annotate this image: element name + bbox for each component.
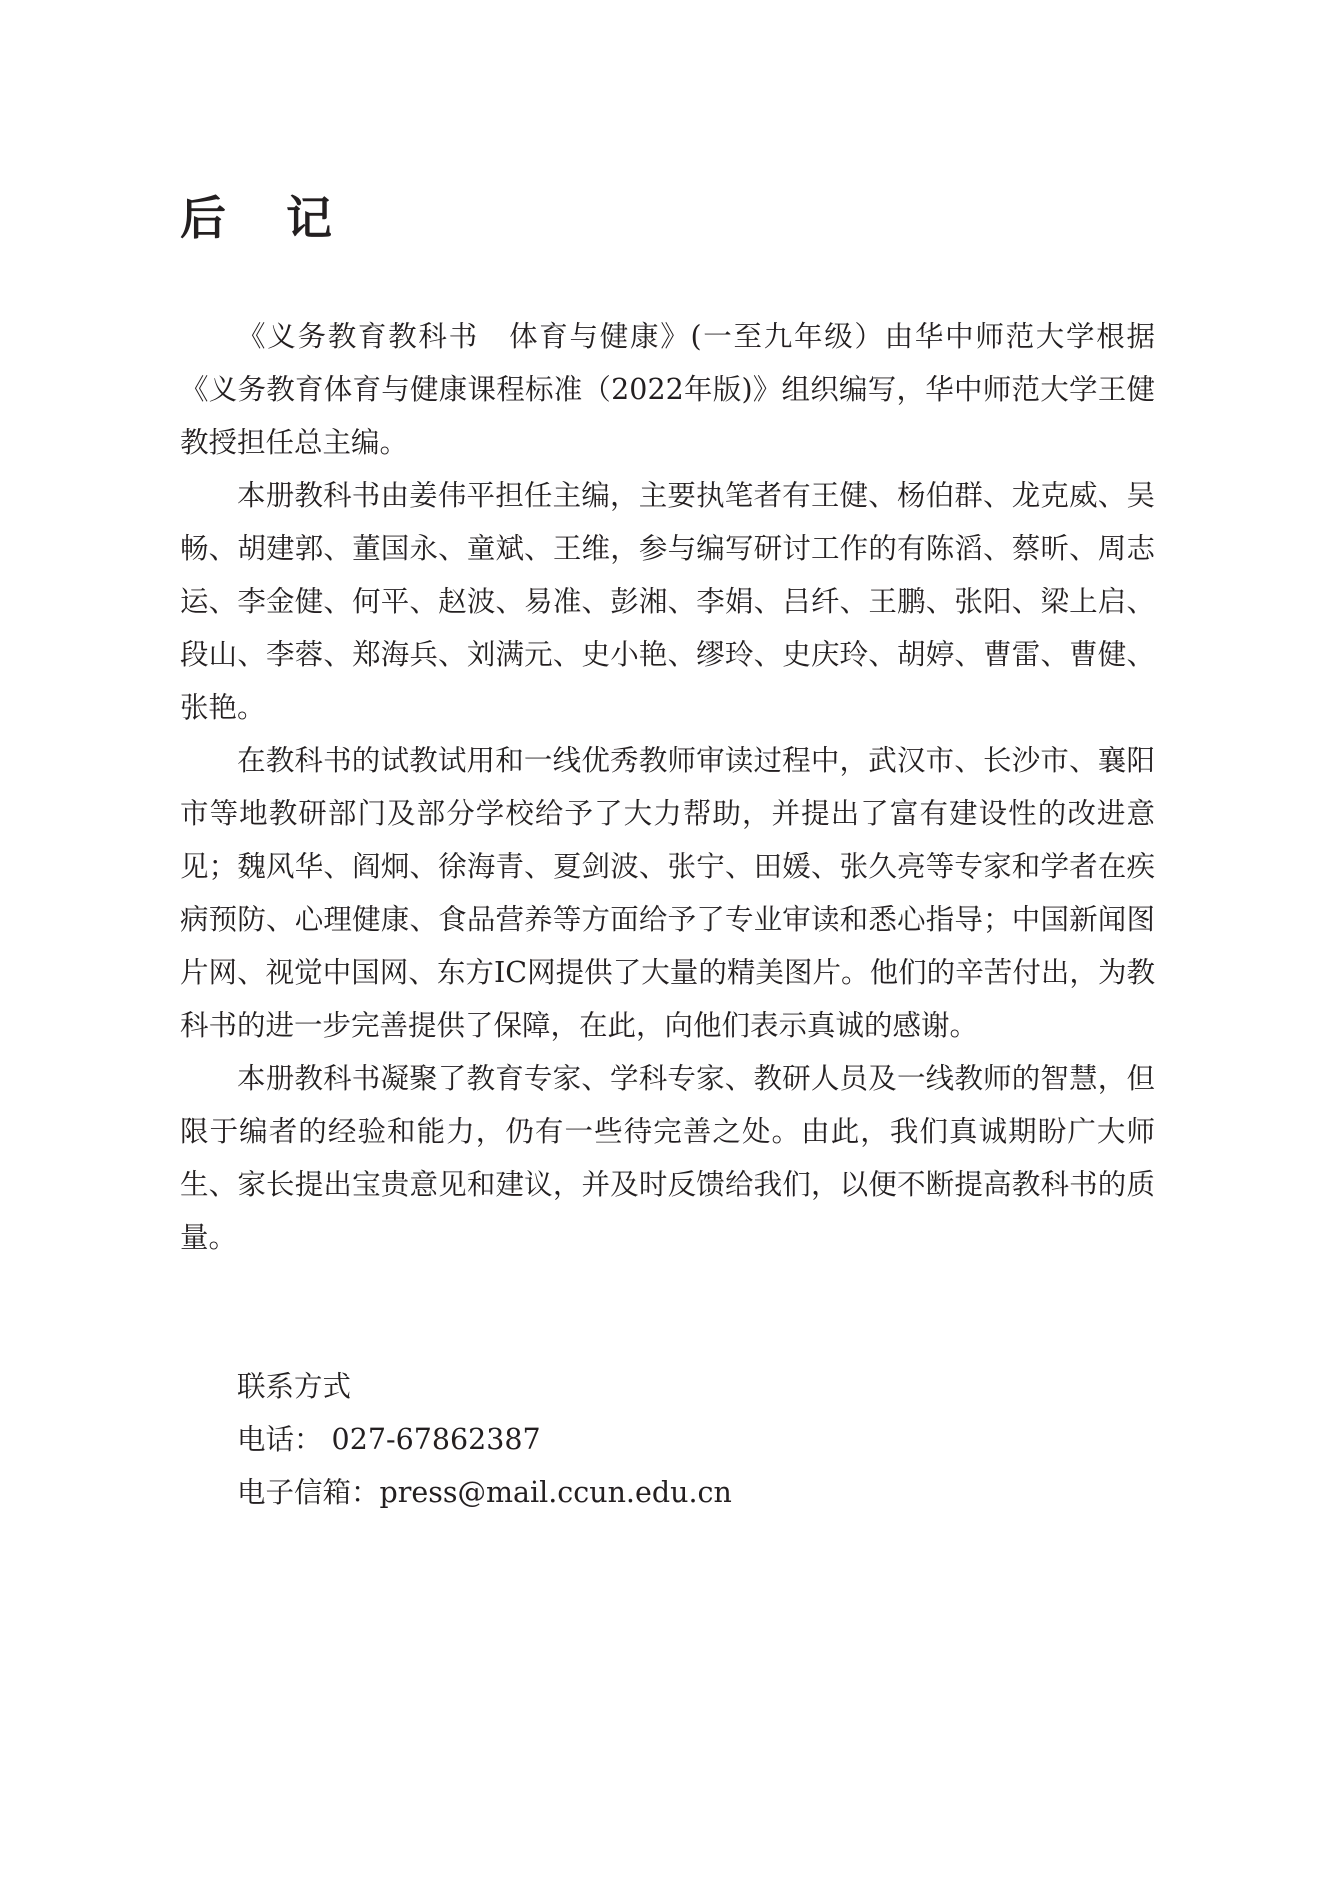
paragraph-acknowledgements: 在教科书的试教试用和一线优秀教师审读过程中，武汉市、长沙市、襄阳市等地教研部门及部分学校给予了大力帮助，并提出了富有建设性的改进意见；魏风华、阎炯、徐海青、夏剑波、张宁、田媛、张久亮等专家和学者在疾病预防、心理健康、食品营养等方面给予了专业审读和悉心指导；中国新闻图片网、视觉中国网、东方IC网提供了大量的精美图片。他们的辛苦付出，为教科书的进一步完善提供了保障，在此，向他们表示真诚的感谢。 (180, 744, 1155, 1042)
afterword-body (180, 310, 1155, 1264)
contact-section (237, 1360, 1137, 1519)
contact-heading: 联系方式 (237, 1370, 352, 1403)
page-title: 后 记 (180, 191, 355, 245)
contact-email: 电子信箱：press@mail.ccun.edu.cn (237, 1476, 732, 1509)
paragraph-compilation: 《义务教育教科书 体育与健康》(一至九年级）由华中师范大学根据《义务教育体育与健康课程标准（2022年版)》组织编写，华中师范大学王健教授担任总主编。 (180, 320, 1155, 459)
paragraph-editors: 本册教科书由姜伟平担任主编，主要执笔者有王健、杨伯群、龙克威、吴畅、胡建郭、董国永、童斌、王维，参与编写研讨工作的有陈滔、蔡昕、周志运、李金健、何平、赵波、易准、彭湘、李娟、吕纤、王鹏、张阳、梁上启、段山、李蓉、郑海兵、刘满元、史小艳、缪玲、史庆玲、胡婷、曹雷、曹健、张艳。 (180, 479, 1155, 724)
contact-phone: 电话： 027-67862387 (237, 1423, 541, 1456)
paragraph-feedback: 本册教科书凝聚了教育专家、学科专家、教研人员及一线教师的智慧，但限于编者的经验和能力，仍有一些待完善之处。由此，我们真诚期盼广大师生、家长提出宝贵意见和建议，并及时反馈给我们，以便不断提高教科书的质量。 (180, 1062, 1155, 1254)
